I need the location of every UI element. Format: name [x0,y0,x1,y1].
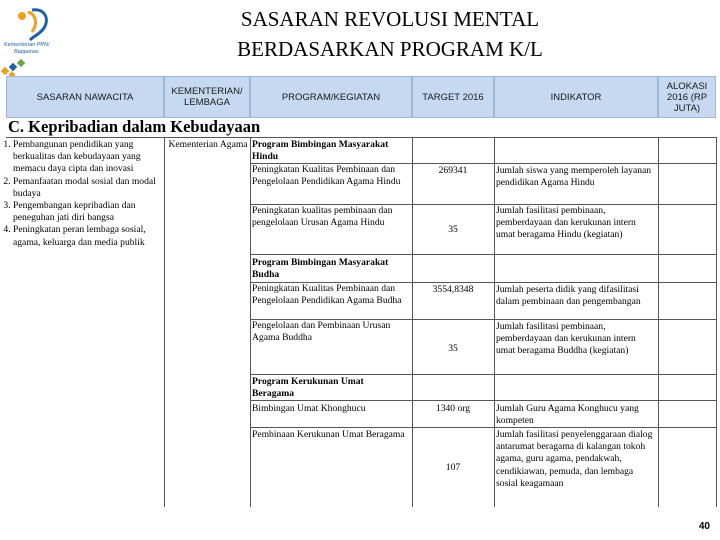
kegiatan-kerukunan-2: Pembinaan Kerukunan Umat Beragama [252,429,405,440]
col-divider [412,137,413,507]
table-top-border [6,137,716,138]
logo-text: Kementerian PPN/ Bappenas [4,42,50,55]
program-kerukunan-title: Program Kerukunan Umat Beragama [252,376,364,400]
page-title: SASARAN REVOLUSI MENTAL BERDASARKAN PROGRAM K/L [237,7,543,61]
target-value: 1340 org [435,403,471,414]
indikator-text: Jumlah fasilitasi pembinaan, pemberdayaan dan kerukunan intern umat beragama Buddha (kegiatan) [496,321,636,357]
program-budha-title: Program Bimbingan Masyarakat Budha [252,257,389,281]
header-alokasi: ALOKASI 2016 (RP JUTA) [658,76,716,118]
list-item: 3. Pengembangan kepribadian dan peneguhan jati diri bangsa [13,200,162,224]
nawacita-list [0,139,162,249]
page-number: 40 [698,521,710,532]
kegiatan-budha-1: Peningkatan Kualitas Pembinaan dan Pengelolaan Pendidikan Agama Budha [252,283,402,307]
target-value: 269341 [438,165,468,176]
list-item: 1. Pembangunan pendidikan yang berkualitas dan kebudayaan yang memacu daya cipta dan inovasi [13,139,162,176]
header-sasaran-nawacita: SASARAN NAWACITA [6,76,164,118]
indikator-text: Jumlah fasilitasi pembinaan, pemberdayaan dan kerukunan intern umat beragama Hindu (kegiatan) [496,205,636,241]
kementerian-cell: Kementerian Agama [168,139,248,150]
row-separator [250,254,716,255]
header-kementerian: KEMENTERIAN/ LEMBAGA [164,76,250,118]
target-value: 3554,8348 [432,284,474,295]
kegiatan-hindu-1: Peningkatan Kualitas Pembinaan dan Pengelolaan Pendidikan Agama Hindu [252,164,401,188]
indikator-text: Jumlah Guru Agama Konghucu yang kompeten [496,403,639,427]
list-item: 4. Peningkatan peran lembaga sosial, agama, keluarga dan media publik [13,224,162,248]
col-divider [164,137,165,507]
list-item: 2. Pemanfaatan modal sosial dan modal budaya [13,176,162,200]
kegiatan-hindu-2: Peningkatan kualitas pembinaan dan pengelolaan Urusan Agama Hindu [252,205,393,229]
target-value: 107 [445,462,461,473]
col-divider [658,137,659,507]
indikator-text: Jumlah siswa yang memperoleh layanan pendidikan Agama Hindu [496,165,652,189]
indikator-text: Jumlah peserta didik yang difasilitasi dalam pembinaan dan pengembangan [496,284,641,308]
target-value: 35 [448,224,458,235]
kegiatan-kerukunan-1: Bimbingan Umat Khonghucu [252,403,366,414]
section-title: C. Kepribadian dalam Kebudayaan [8,117,261,136]
header-target: TARGET 2016 [412,76,494,118]
header-indikator: INDIKATOR [494,76,658,118]
indikator-text: Jumlah fasilitasi penyelenggaraan dialog antarumat beragama di kalangan tokoh agama, guru agama, pendakwah, cendikiawan, pemuda, dan lembaga sosial keagamaan [496,429,653,489]
row-separator [250,374,716,375]
col-divider [716,137,717,507]
target-value: 35 [448,343,458,354]
header-program: PROGRAM/KEGIATAN [250,76,412,118]
col-divider [250,137,251,507]
col-divider [494,137,495,507]
kegiatan-budha-2: Pengelolaan dan Pembinaan Urusan Agama Buddha [252,320,391,344]
bappenas-logo-icon [4,6,74,46]
program-hindu-title: Program Bimbingan Masyarakat Hindu [252,139,389,163]
